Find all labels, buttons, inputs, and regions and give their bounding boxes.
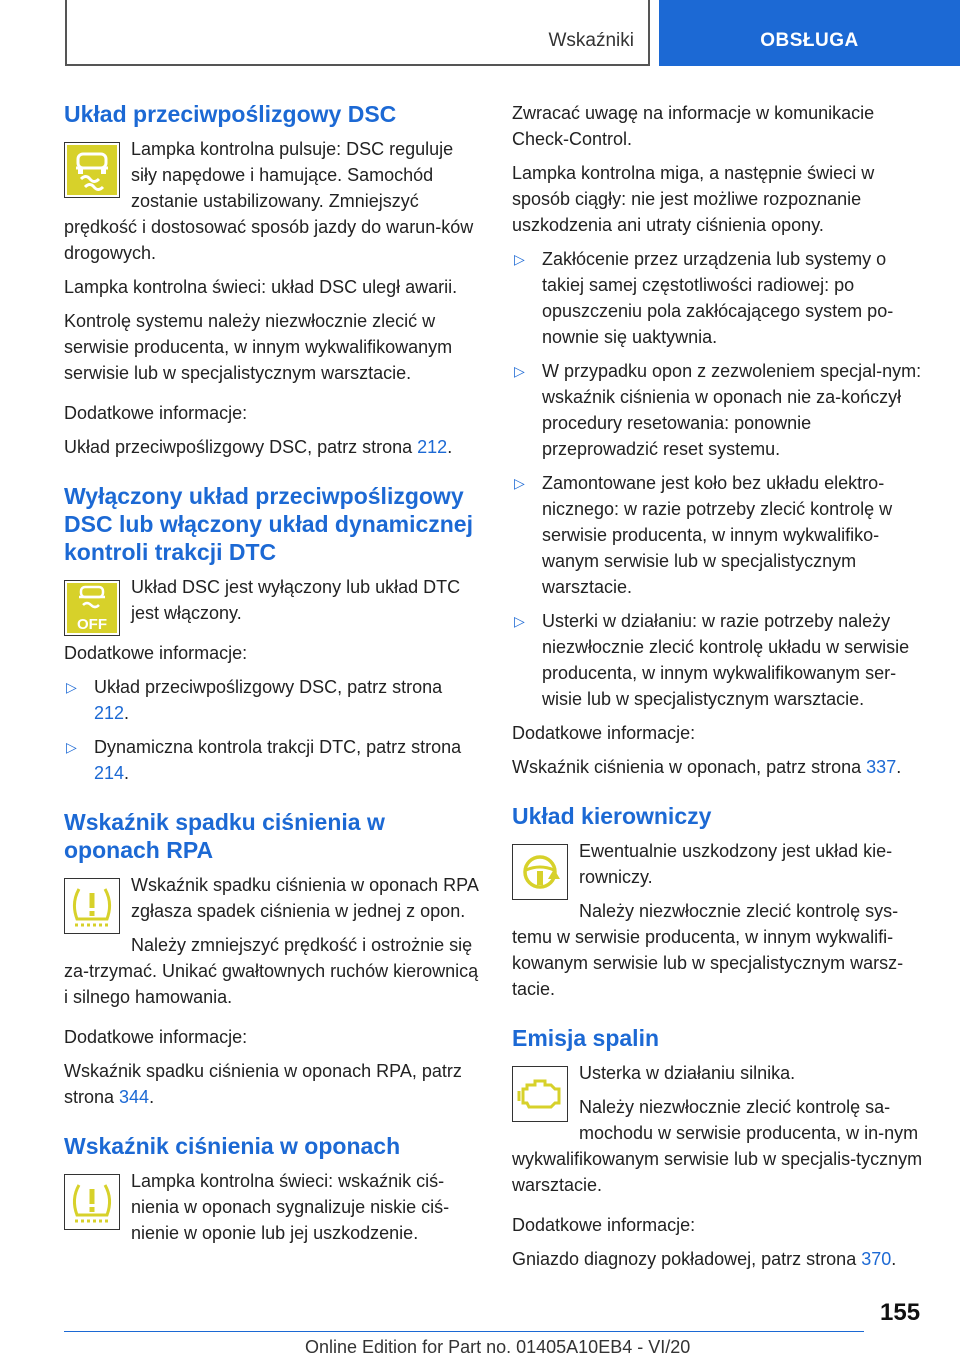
page-number: 155 [880,1299,921,1326]
page-reference: Wskaźnik ciśnienia w oponach, patrz strona 337. [512,757,902,777]
paragraph: Lampka kontrolna świeci: wskaźnik ciś-nienia w oponach sygnalizuje niskie ciś-nienie w oponie lub jej uszkodzenie. [131,1171,450,1243]
section-title: Wskaźnik ciśnienia w oponach [64,1133,401,1159]
list-item: ▷ Układ przeciwpoślizgowy DSC, patrz strona 212. [64,674,480,726]
section-rpa [64,808,480,1110]
list-item: ▷ W przypadku opon z zezwoleniem specjal-nym: wskaźnik ciśnienia w oponach nie za-kończył procedury resetowania: ponownie przeprowadzić reset systemu. [512,358,930,462]
reference-list [64,674,480,786]
cause-list [512,246,930,712]
section-title: Układ kierowniczy [512,803,712,829]
page-link[interactable]: 337 [866,757,897,777]
engine-check-icon [512,1066,568,1122]
paragraph: Należy niezwłocznie zlecić kontrolę sys-temu w serwisie producenta, w innym wykwalifi-kowanym serwisie lub w specjalistycznym warsz-tacie. [512,901,904,999]
page-link[interactable]: 212 [94,703,125,723]
paragraph: Ewentualnie uszkodzony jest układ kie-rowniczy. [579,841,893,887]
paragraph: Lampka kontrolna miga, a następnie świeci w sposób ciągły: nie jest możliwe rozpoznanie uszkodzenia ani utraty ciśnienia opony. [512,163,875,235]
page-link[interactable]: 344 [119,1087,150,1107]
paragraph: Wskaźnik spadku ciśnienia w oponach RPA zgłasza spadek ciśnienia w jednej z opon. [131,875,478,921]
list-item: ▷ Zakłócenie przez urządzenia lub systemy o takiej samej częstotliwości radiowej: po opuszczeniu pola zakłócającego system po-nownie się uaktywnia. [512,246,930,350]
paragraph: Zwracać uwagę na informacje w komunikacie Check-Control. [512,103,875,149]
more-info-label: Dodatkowe informacje: [64,403,248,423]
tire-pressure-icon [64,1174,120,1230]
paragraph: Układ DSC jest wyłączony lub układ DTC jest włączony. [131,577,461,623]
more-info-label: Dodatkowe informacje: [64,1027,248,1047]
footer-edition: Online Edition for Part no. 01405A10EB4 - VI/20 [305,1337,691,1357]
triangle-bullet-icon: ▷ [514,613,525,629]
section-title: Wyłączony układ przeciwpoślizgowy DSC lub włączony układ dynamicznej kontroli trakcji DTC [64,483,473,565]
more-info-label: Dodatkowe informacje: [64,643,248,663]
triangle-bullet-icon: ▷ [66,739,77,755]
section-title: Emisja spalin [512,1025,660,1051]
section-emission [512,1024,930,1272]
triangle-bullet-icon: ▷ [514,251,525,267]
list-item: ▷ Dynamiczna kontrola trakcji DTC, patrz strona 214. [64,734,480,786]
paragraph: Lampka kontrolna świeci: układ DSC uległ awarii. [64,277,458,297]
list-item: ▷ Usterki w działaniu: w razie potrzeby należy niezwłocznie zlecić kontrolę układu w serwisie producenta, w innym wykwalifikowanym ser-wisie lub w specjalistycznym warsztacie. [512,608,930,712]
header-section-title: Wskaźniki [548,30,634,51]
more-info-label: Dodatkowe informacje: [512,723,696,743]
section-title: Układ przeciwpoślizgowy DSC [64,101,397,127]
list-item: ▷ Zamontowane jest koło bez układu elektro-nicznego: w razie potrzeby zlecić kontrolę w serwisie producenta, w innym wykwalifiko-wanym serwisie lub w specjalistycznym warsztacie. [512,470,930,600]
page-link[interactable]: 370 [861,1249,892,1269]
right-column [512,100,930,1294]
section-title: Wskaźnik spadku ciśnienia w oponach RPA [64,809,385,863]
dsc-off-icon [64,580,120,636]
page-reference: Wskaźnik spadku ciśnienia w oponach RPA, patrz strona 344. [64,1061,462,1107]
off-label: OFF [77,616,107,633]
triangle-bullet-icon: ▷ [514,475,525,491]
paragraph: Lampka kontrolna pulsuje: DSC reguluje siły napędowe i hamujące. Samochód zostanie ustabilizowany. Zmniejszyć prędkość i dostosować sposób jazdy do warun-ków drogowych. [64,139,474,263]
section-steering [512,802,930,1002]
section-dsc [64,100,480,460]
header-chapter-tab [659,0,960,66]
paragraph: Kontrolę systemu należy niezwłocznie zlecić w serwisie producenta, w innym wykwalifikowanym serwisie lub w specjalistycznym warsztacie. [64,311,453,383]
triangle-bullet-icon: ▷ [514,363,525,379]
triangle-bullet-icon: ▷ [66,679,77,695]
paragraph: Należy niezwłocznie zlecić kontrolę sa-mochodu w serwisie producenta, w in-nym wykwalifikowanym serwisie lub w specjalis-tycznym warsztacie. [512,1097,923,1195]
page-reference: Gniazdo diagnozy pokładowej, patrz strona 370. [512,1249,897,1269]
header-section-box [65,0,650,66]
left-column [64,100,480,1268]
section-tpm [64,1132,480,1246]
page-link[interactable]: 214 [94,763,125,783]
page-reference: Układ przeciwpoślizgowy DSC, patrz strona 212. [64,437,453,457]
tire-pressure-icon [64,878,120,934]
paragraph: Usterka w działaniu silnika. [579,1063,796,1083]
section-tpm-continued [512,100,930,780]
header-chapter-label: OBSŁUGA [760,30,859,51]
paragraph: Należy zmniejszyć prędkość i ostrożnie się za-trzymać. Unikać gwałtownych ruchów kierownicą i silnego hamowania. [64,935,479,1007]
steering-warning-icon [512,844,568,900]
more-info-label: Dodatkowe informacje: [512,1215,696,1235]
page-header [0,0,960,66]
footer-rule [64,1331,864,1332]
section-dsc-off [64,482,480,786]
dsc-warning-icon [64,142,120,198]
page-link[interactable]: 212 [417,437,448,457]
